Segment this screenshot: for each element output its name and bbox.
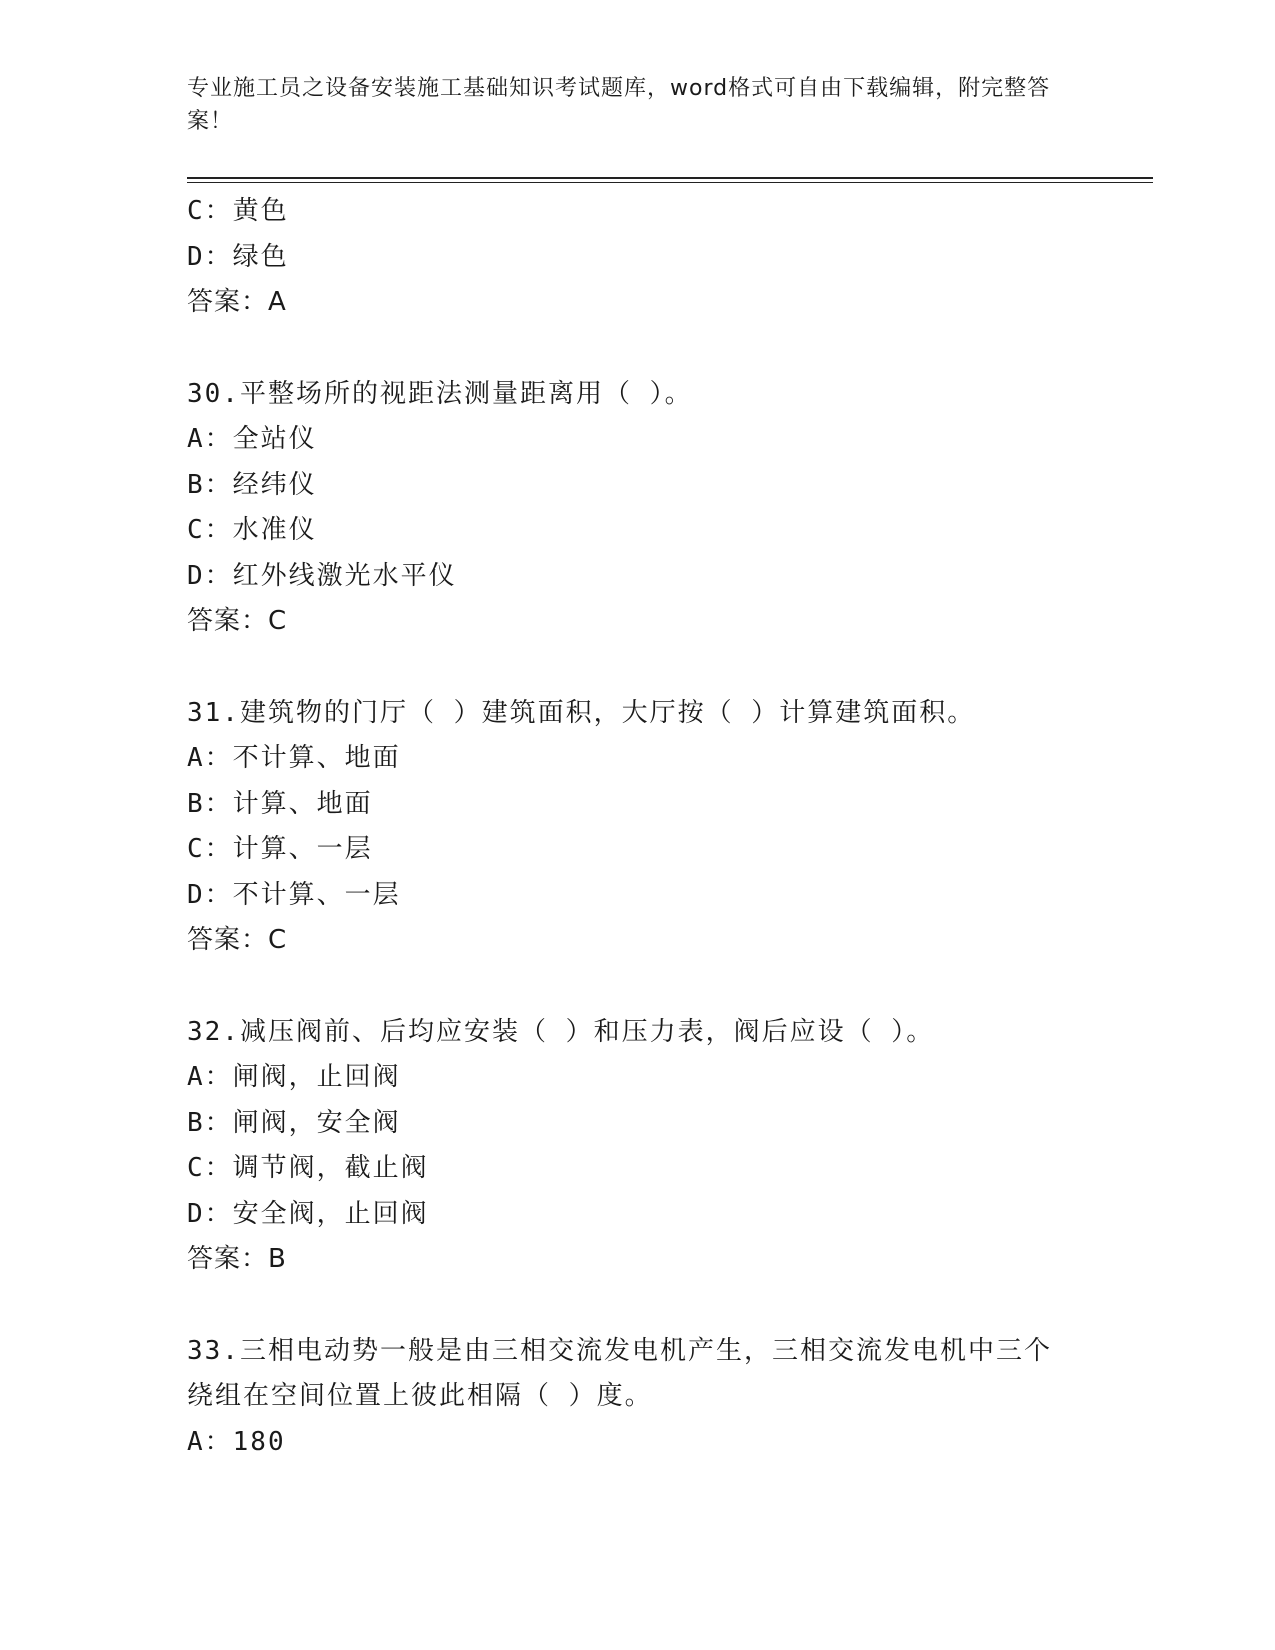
option-c: C：黄色 [187,196,289,226]
spacer [187,326,1087,372]
question-block-30 [187,372,1087,645]
document-header: 专业施工员之设备安装施工基础知识考试题库，word格式可自由下载编辑，附完整答案！ [187,76,1051,134]
answer-line: 答案：B [187,1244,287,1274]
question-block-33 [187,1329,1087,1466]
option-c: C：计算、一层 [187,834,373,864]
option-d: D：安全阀，止回阀 [187,1198,429,1229]
option-a: A：闸阀，止回阀 [187,1062,401,1092]
answer-line: 答案：C [187,925,288,955]
question-stem: 33.三相电动势一般是由三相交流发电机产生，三相交流发电机中三个绕组在空间位置上彼此相隔（ ）度。 [187,1335,1052,1411]
option-d: D：绿色 [187,241,289,272]
option-b: B：经纬仪 [187,469,317,500]
answer-line: 答案：C [187,606,288,636]
question-block-31 [187,691,1087,964]
question-list [187,189,1087,1465]
answer-line: 答案：A [187,287,287,317]
option-b: B：闸阀，安全阀 [187,1107,401,1138]
spacer [187,964,1087,1010]
question-stem: 30.平整场所的视距法测量距离用（ ）。 [187,378,693,409]
spacer [187,1283,1087,1329]
option-a: A：不计算、地面 [187,743,401,773]
spacer [187,645,1087,691]
option-c: C：调节阀，截止阀 [187,1153,429,1183]
option-d: D：红外线激光水平仪 [187,560,457,591]
header-divider-thick [187,177,1153,179]
question-block-29 [187,189,1087,326]
question-block-32 [187,1010,1087,1283]
option-a: A：180 [187,1426,286,1457]
option-d: D：不计算、一层 [187,879,401,910]
option-c: C：水准仪 [187,515,317,545]
option-b: B：计算、地面 [187,788,373,819]
question-stem: 32.减压阀前、后均应安装（ ）和压力表，阀后应设（ ）。 [187,1016,935,1047]
question-stem: 31.建筑物的门厅（ ）建筑面积，大厅按（ ）计算建筑面积。 [187,697,976,728]
option-a: A：全站仪 [187,424,317,454]
header-divider-thin [187,182,1153,183]
